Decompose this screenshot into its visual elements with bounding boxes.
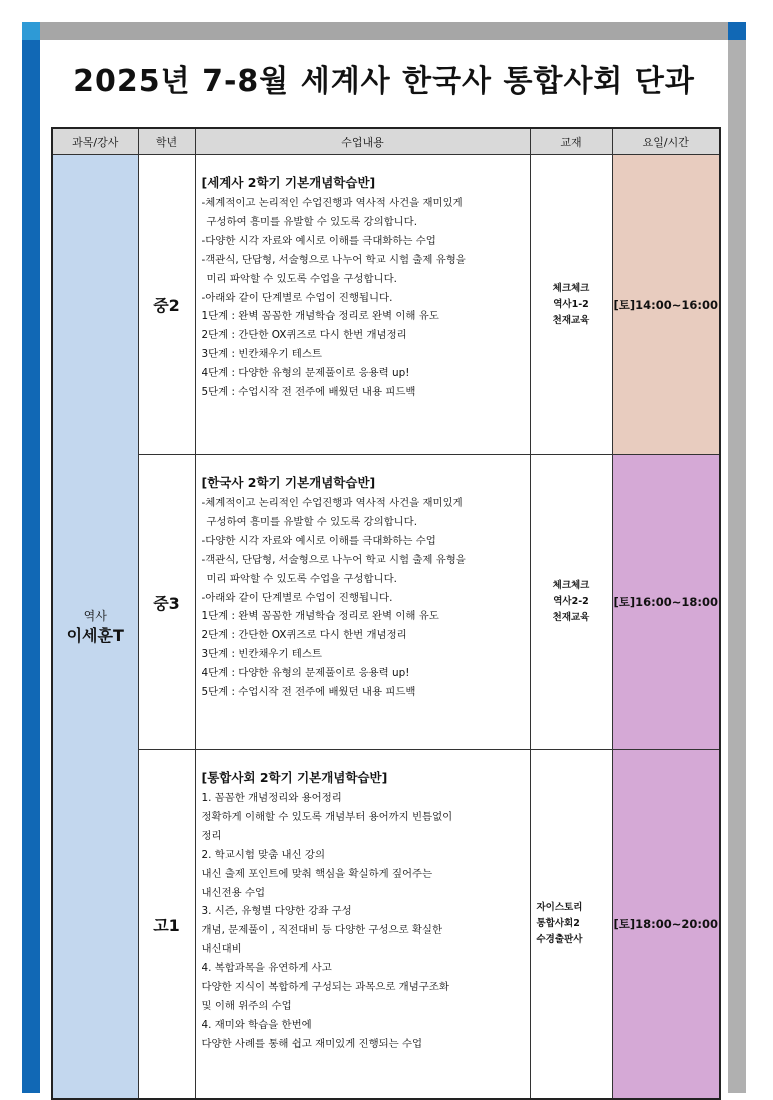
content-line: 정확하게 이해할 수 있도록 개념부터 용어까지 빈틈없이 — [201, 810, 453, 823]
content-line: 구성하여 흥미를 유발할 수 있도록 강의합니다. — [206, 515, 418, 528]
content-line: 2단계 : 간단한 OX퀴즈로 다시 한번 개념정리 — [201, 329, 407, 342]
left-frame-bar — [22, 40, 40, 1093]
content-line: 3단계 : 빈칸채우기 테스트 — [201, 648, 322, 661]
content-line: -다양한 시각 자료와 예시로 이해를 극대화하는 수업 — [201, 234, 436, 247]
right-frame-bar — [728, 40, 746, 1093]
content-line: 다양한 지식이 복합하게 구성되는 과목으로 개념구조화 — [201, 981, 449, 994]
content-line: 3단계 : 빈칸채우기 테스트 — [201, 348, 322, 361]
table-row — [52, 455, 720, 750]
content-line: -체계적이고 논리적인 수업진행과 역사적 사건을 재미있게 — [201, 497, 463, 509]
content-line: 개념, 문제풀이 , 직전대비 등 다양한 구성으로 확실한 — [201, 924, 443, 937]
header-time: 요일/시간 — [612, 128, 720, 155]
course-title: [통합사회 2학기 기본개념학습반] — [201, 770, 388, 785]
table-row — [52, 750, 720, 1100]
course-title: [세계사 2학기 기본개념학습반] — [201, 175, 376, 190]
header-book: 교재 — [530, 128, 612, 155]
content-line: 내신 출제 포인트에 맞춰 핵심을 확실하게 짚어주는 — [201, 867, 433, 880]
teacher-name: 이세훈T — [66, 625, 124, 645]
content-line: 4단계 : 다양한 유형의 문제풀이로 응용력 up! — [201, 667, 410, 680]
content-line: -객관식, 단답형, 서술형으로 나누어 학교 시험 출제 유형을 — [201, 253, 466, 266]
top-left-accent — [22, 22, 40, 40]
book-title: 체크체크 — [552, 580, 590, 591]
book-cell — [530, 750, 612, 1100]
book-title: 체크체크 — [552, 282, 590, 294]
book-cell — [530, 155, 612, 455]
content-line: -다양한 시각 자료와 예시로 이해를 극대화하는 수업 — [201, 534, 436, 547]
time-cell: [토]14:00~16:00 — [612, 155, 720, 455]
book-title: 자이스토리 — [536, 902, 583, 913]
content-line: 3. 시즌, 유형별 다양한 강좌 구성 — [201, 905, 352, 918]
subject-teacher-cell — [52, 155, 138, 1100]
content-line: 5단계 : 수업시작 전 전주에 배웠던 내용 피드백 — [201, 686, 416, 699]
content-line: 구성하여 흥미를 유발할 수 있도록 강의합니다. — [206, 215, 418, 228]
content-cell — [195, 155, 530, 455]
content-line: -아래와 같이 단계별로 수업이 진행됩니다. — [201, 591, 393, 604]
content-line: -체계적이고 논리적인 수업진행과 역사적 사건을 재미있게 — [201, 197, 463, 209]
book-publisher: 천재교육 — [552, 612, 590, 623]
content-cell — [195, 750, 530, 1100]
table-row — [52, 155, 720, 455]
content-line: 2단계 : 간단한 OX퀴즈로 다시 한번 개념정리 — [201, 629, 407, 642]
time-cell: [토]18:00~20:00 — [612, 750, 720, 1100]
content-line: 4. 복합과목을 유연하게 사고 — [201, 962, 332, 975]
content-line: 4단계 : 다양한 유형의 문제풀이로 응용력 up! — [201, 367, 410, 380]
grade-cell: 중3 — [138, 455, 195, 750]
header-content: 수업내용 — [195, 128, 530, 155]
content-line: 2. 학교시험 맞춤 내신 강의 — [201, 848, 325, 861]
subject-name: 역사 — [83, 608, 107, 623]
book-volume: 역사2-2 — [553, 596, 589, 607]
book-volume: 역사1-2 — [553, 298, 589, 310]
content-line: 정리 — [201, 829, 222, 842]
course-title: [한국사 2학기 기본개념학습반] — [201, 475, 376, 490]
header-grade: 학년 — [138, 128, 195, 155]
book-publisher: 수경출판사 — [536, 934, 583, 945]
book-publisher: 천재교육 — [552, 314, 590, 326]
content-line: 1단계 : 완벽 꼼꼼한 개념학습 정리로 완벽 이해 유도 — [201, 310, 439, 323]
page-title: 2025년 7-8월 세계사 한국사 통합사회 단과 — [73, 64, 695, 99]
schedule-table — [51, 127, 721, 1100]
content-line: 4. 재미와 학습을 한번에 — [201, 1018, 312, 1031]
content-line: 5단계 : 수업시작 전 전주에 배웠던 내용 피드백 — [201, 386, 416, 399]
grade-cell: 중2 — [138, 155, 195, 455]
book-volume: 통합사회2 — [536, 918, 580, 929]
content-line: -아래와 같이 단계별로 수업이 진행됩니다. — [201, 291, 393, 304]
content-line: 내신전용 수업 — [201, 886, 266, 899]
content-line: 미리 파악할 수 있도록 수업을 구성합니다. — [206, 272, 397, 285]
header-subject: 과목/강사 — [52, 128, 138, 155]
content-line: 다양한 사례를 통해 쉽고 재미있게 진행되는 수업 — [201, 1037, 423, 1050]
top-frame-bar — [22, 22, 746, 40]
content-line: 내신대비 — [201, 943, 242, 956]
time-cell: [토]16:00~18:00 — [612, 455, 720, 750]
grade-cell: 고1 — [138, 750, 195, 1100]
content-line: 및 이해 위주의 수업 — [201, 999, 292, 1012]
content-line: -객관식, 단답형, 서술형으로 나누어 학교 시험 출제 유형을 — [201, 553, 466, 566]
table-header-row — [52, 128, 720, 155]
book-cell — [530, 455, 612, 750]
top-right-accent — [728, 22, 746, 40]
content-line: 미리 파악할 수 있도록 수업을 구성합니다. — [206, 572, 397, 585]
content-cell — [195, 455, 530, 750]
content-line: 1단계 : 완벽 꼼꼼한 개념학습 정리로 완벽 이해 유도 — [201, 610, 439, 623]
content-line: 1. 꼼꼼한 개념정리와 용어정리 — [201, 792, 342, 804]
